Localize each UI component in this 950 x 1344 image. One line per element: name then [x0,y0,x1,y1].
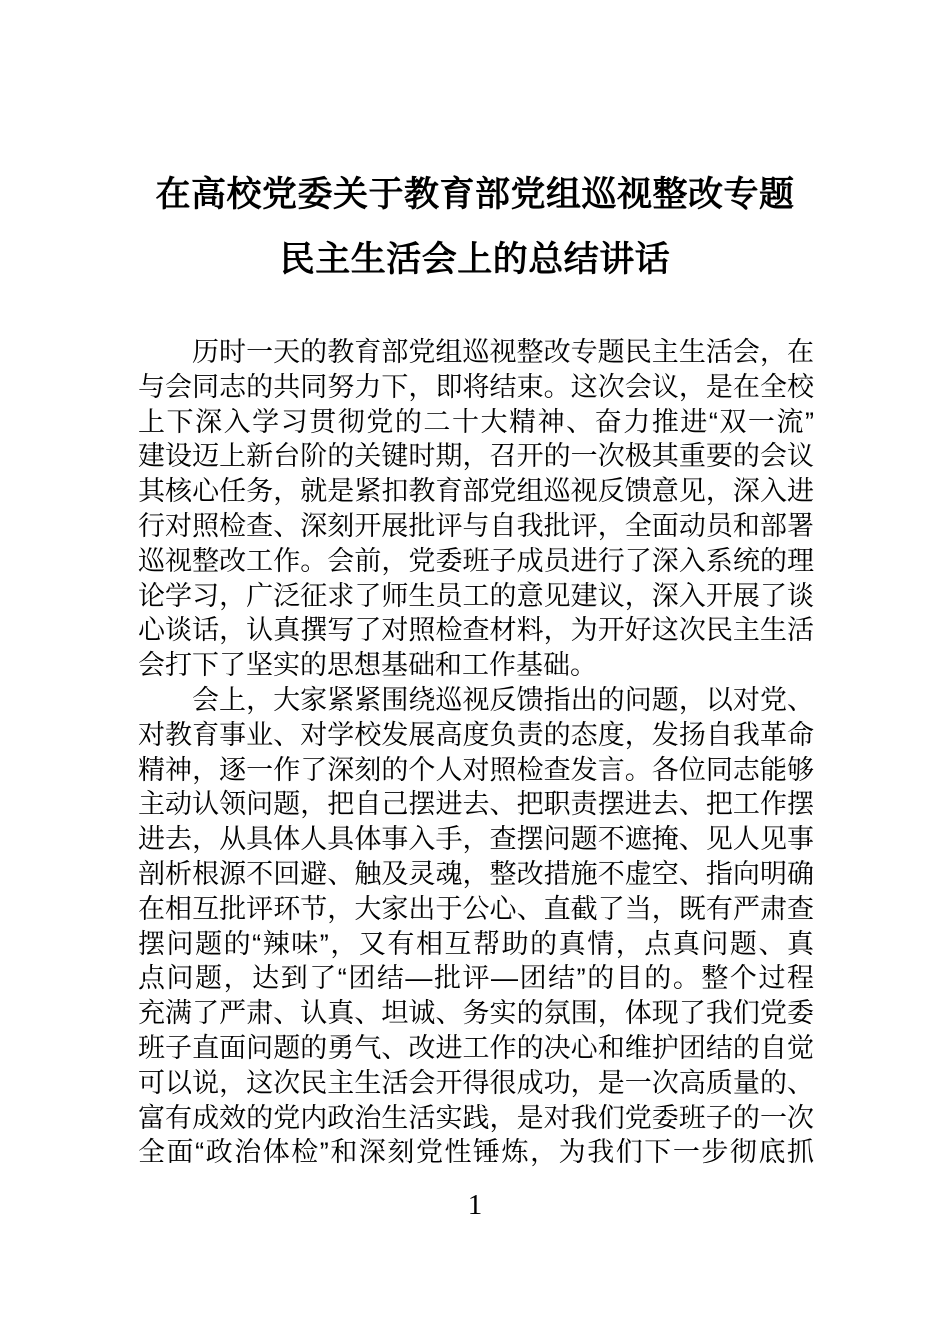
text-line: 可以说，这次民主生活会开得很成功，是一次高质量的、 [138,1067,814,1098]
text-line: 心谈话，认真撰写了对照检查材料，为开好这次民主生活 [138,615,814,646]
paragraph-1 [138,335,814,683]
text-line: 巡视整改工作。会前，党委班子成员进行了深入系统的理 [138,545,814,576]
document-title [0,162,950,292]
paragraph-2 [138,683,814,1170]
text-line: 点问题，达到了“团结—批评—团结”的目的。整个过程 [138,963,814,994]
page-number: 1 [467,1189,483,1221]
text-line: 班子直面问题的勇气、改进工作的决心和维护团结的自觉 [138,1032,814,1063]
text-line: 会上，大家紧紧围绕巡视反馈指出的问题，以对党、 [192,684,814,715]
text-line: 进去，从具体人具体事入手，查摆问题不遮掩、见人见事 [138,824,814,855]
text-line: 论学习，广泛征求了师生员工的意见建议，深入开展了谈 [138,580,814,611]
text-line: 富有成效的党内政治生活实践，是对我们党委班子的一次 [138,1102,814,1133]
text-line: 上下深入学习贯彻党的二十大精神、奋力推进“双一流” [138,406,814,437]
text-line: 行对照检查、深刻开展批评与自我批评，全面动员和部署 [138,510,814,541]
text-line: 对教育事业、对学校发展高度负责的态度，发扬自我革命 [138,719,814,750]
text-line: 建设迈上新台阶的关键时期，召开的一次极其重要的会议 [138,441,814,472]
text-line: 历时一天的教育部党组巡视整改专题民主生活会，在 [192,337,814,367]
text-line: 会打下了坚实的思想基础和工作基础。 [138,650,597,681]
text-line: 精神，逐一作了深刻的个人对照检查发言。各位同志能够 [138,754,814,785]
text-line: 主动认领问题，把自己摆进去、把职责摆进去、把工作摆 [138,789,814,820]
text-line: 摆问题的“辣味”，又有相互帮助的真情，点真问题、真 [138,928,814,959]
title-line-2: 民主生活会上的总结讲话 [279,240,671,279]
text-line: 充满了严肃、认真、坦诚、务实的氛围，体现了我们党委 [138,998,814,1029]
text-line: 在相互批评环节，大家出于公心、直截了当，既有严肃查 [138,893,814,924]
text-line: 其核心任务，就是紧扣教育部党组巡视反馈意见，深入进 [138,476,814,507]
document-body [138,335,814,1170]
title-line-1: 在高校党委关于教育部党组巡视整改专题 [155,175,795,214]
text-line: 全面“政治体检”和深刻党性锤炼，为我们下一步彻底抓 [138,1137,814,1168]
text-line: 剖析根源不回避、触及灵魂，整改措施不虚空、指向明确 [138,858,814,889]
text-line: 与会同志的共同努力下，即将结束。这次会议，是在全校 [138,371,814,402]
